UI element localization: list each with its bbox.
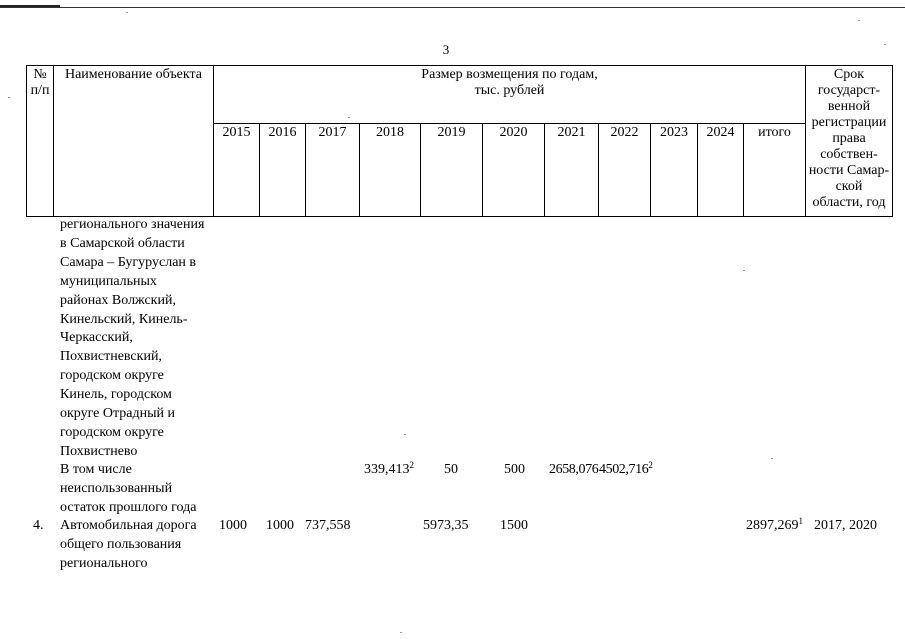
year-2016: 2016 bbox=[268, 125, 297, 140]
text-line: Кинельский, Кинель- bbox=[60, 311, 188, 327]
text-line: Черкасский, bbox=[60, 330, 133, 346]
term-line: регистрации bbox=[811, 115, 887, 130]
text-line: регионального bbox=[60, 555, 148, 571]
included-2020-value: 500 bbox=[504, 462, 525, 477]
row4-2015-value: 1000 bbox=[219, 518, 247, 533]
row4-2017-value: 737,558 bbox=[305, 518, 351, 533]
row4-2016-value: 1000 bbox=[266, 518, 294, 533]
header-amount-line1: Размер возмещения по годам, bbox=[421, 67, 598, 82]
text-line: общего пользования bbox=[60, 536, 182, 552]
term-line: области, год bbox=[812, 195, 886, 210]
scan-speck bbox=[400, 632, 402, 633]
term-line: государст- bbox=[817, 83, 881, 98]
year-2021: 2021 bbox=[557, 125, 586, 140]
term-line: ности Самар- bbox=[808, 163, 890, 178]
row4-object-name bbox=[60, 517, 210, 574]
scan-speck bbox=[771, 458, 773, 459]
scan-speck bbox=[884, 44, 886, 45]
text-line: В том числе bbox=[60, 462, 132, 477]
text-line: муниципальных bbox=[60, 273, 157, 289]
term-line: права bbox=[832, 131, 866, 146]
year-2024: 2024 bbox=[706, 125, 735, 140]
page-top-rule bbox=[0, 7, 905, 8]
page-number: 3 bbox=[442, 42, 450, 57]
text-line: городском округе bbox=[60, 424, 164, 440]
included-2021-value: 2658,076 bbox=[549, 462, 599, 477]
scan-speck bbox=[743, 270, 745, 271]
year-2017: 2017 bbox=[318, 125, 347, 140]
year-2019: 2019 bbox=[437, 125, 466, 140]
term-line: Срок bbox=[833, 67, 865, 82]
object-name-continuation bbox=[60, 216, 210, 462]
scan-speck bbox=[348, 117, 350, 118]
text-line: районах Волжский, bbox=[60, 292, 176, 308]
text-line: Похвистневский, bbox=[60, 349, 162, 365]
included-row-label bbox=[60, 461, 210, 518]
text-line: городском округе bbox=[60, 368, 164, 384]
text-line: Автомобильная дорога bbox=[60, 518, 197, 533]
year-total: итого bbox=[758, 125, 791, 140]
text-line: регионального значения bbox=[60, 217, 205, 232]
text-line: остаток прошлого года bbox=[60, 499, 197, 515]
row4-term-value: 2017, 2020 bbox=[814, 518, 877, 533]
scan-speck bbox=[404, 434, 406, 435]
year-2023: 2023 bbox=[660, 125, 688, 140]
scan-speck bbox=[858, 20, 860, 21]
included-2018-value: 339,413$^2$ bbox=[364, 460, 414, 477]
scan-speck bbox=[8, 97, 10, 98]
row4-2020-value: 1500 bbox=[500, 518, 528, 533]
header-term-col bbox=[806, 67, 892, 211]
year-2022: 2022 bbox=[610, 125, 639, 140]
scan-speck bbox=[126, 12, 128, 13]
text-line: Самара – Бугуруслан в bbox=[60, 254, 197, 270]
row4-number: 4. bbox=[33, 518, 44, 533]
header-amount-line2: тыс. рублей bbox=[474, 83, 545, 98]
row4-total-value: 2897,269$^1$ bbox=[746, 516, 803, 533]
header-amount-col bbox=[214, 67, 805, 99]
text-line: Кинель, городском bbox=[60, 387, 172, 403]
term-line: венной bbox=[827, 99, 871, 114]
text-line: в Самарской области bbox=[60, 235, 185, 251]
text-line: округе Отрадный и bbox=[60, 406, 176, 422]
text-line: неиспользованный bbox=[60, 480, 173, 496]
year-2018: 2018 bbox=[376, 125, 404, 140]
header-name-col: Наименование объекта bbox=[64, 67, 203, 82]
year-2020: 2020 bbox=[499, 125, 528, 140]
included-2019-value: 50 bbox=[444, 462, 458, 477]
text-line: Похвистнево bbox=[60, 443, 138, 459]
row4-2019-value: 5973,35 bbox=[423, 518, 469, 533]
header-num-col: № п/п bbox=[30, 67, 50, 98]
term-line: собствен- bbox=[820, 147, 878, 162]
included-2022-value: 4502,716$^2$ bbox=[599, 460, 653, 477]
term-line: ской bbox=[835, 179, 863, 194]
year-2015: 2015 bbox=[222, 125, 251, 140]
